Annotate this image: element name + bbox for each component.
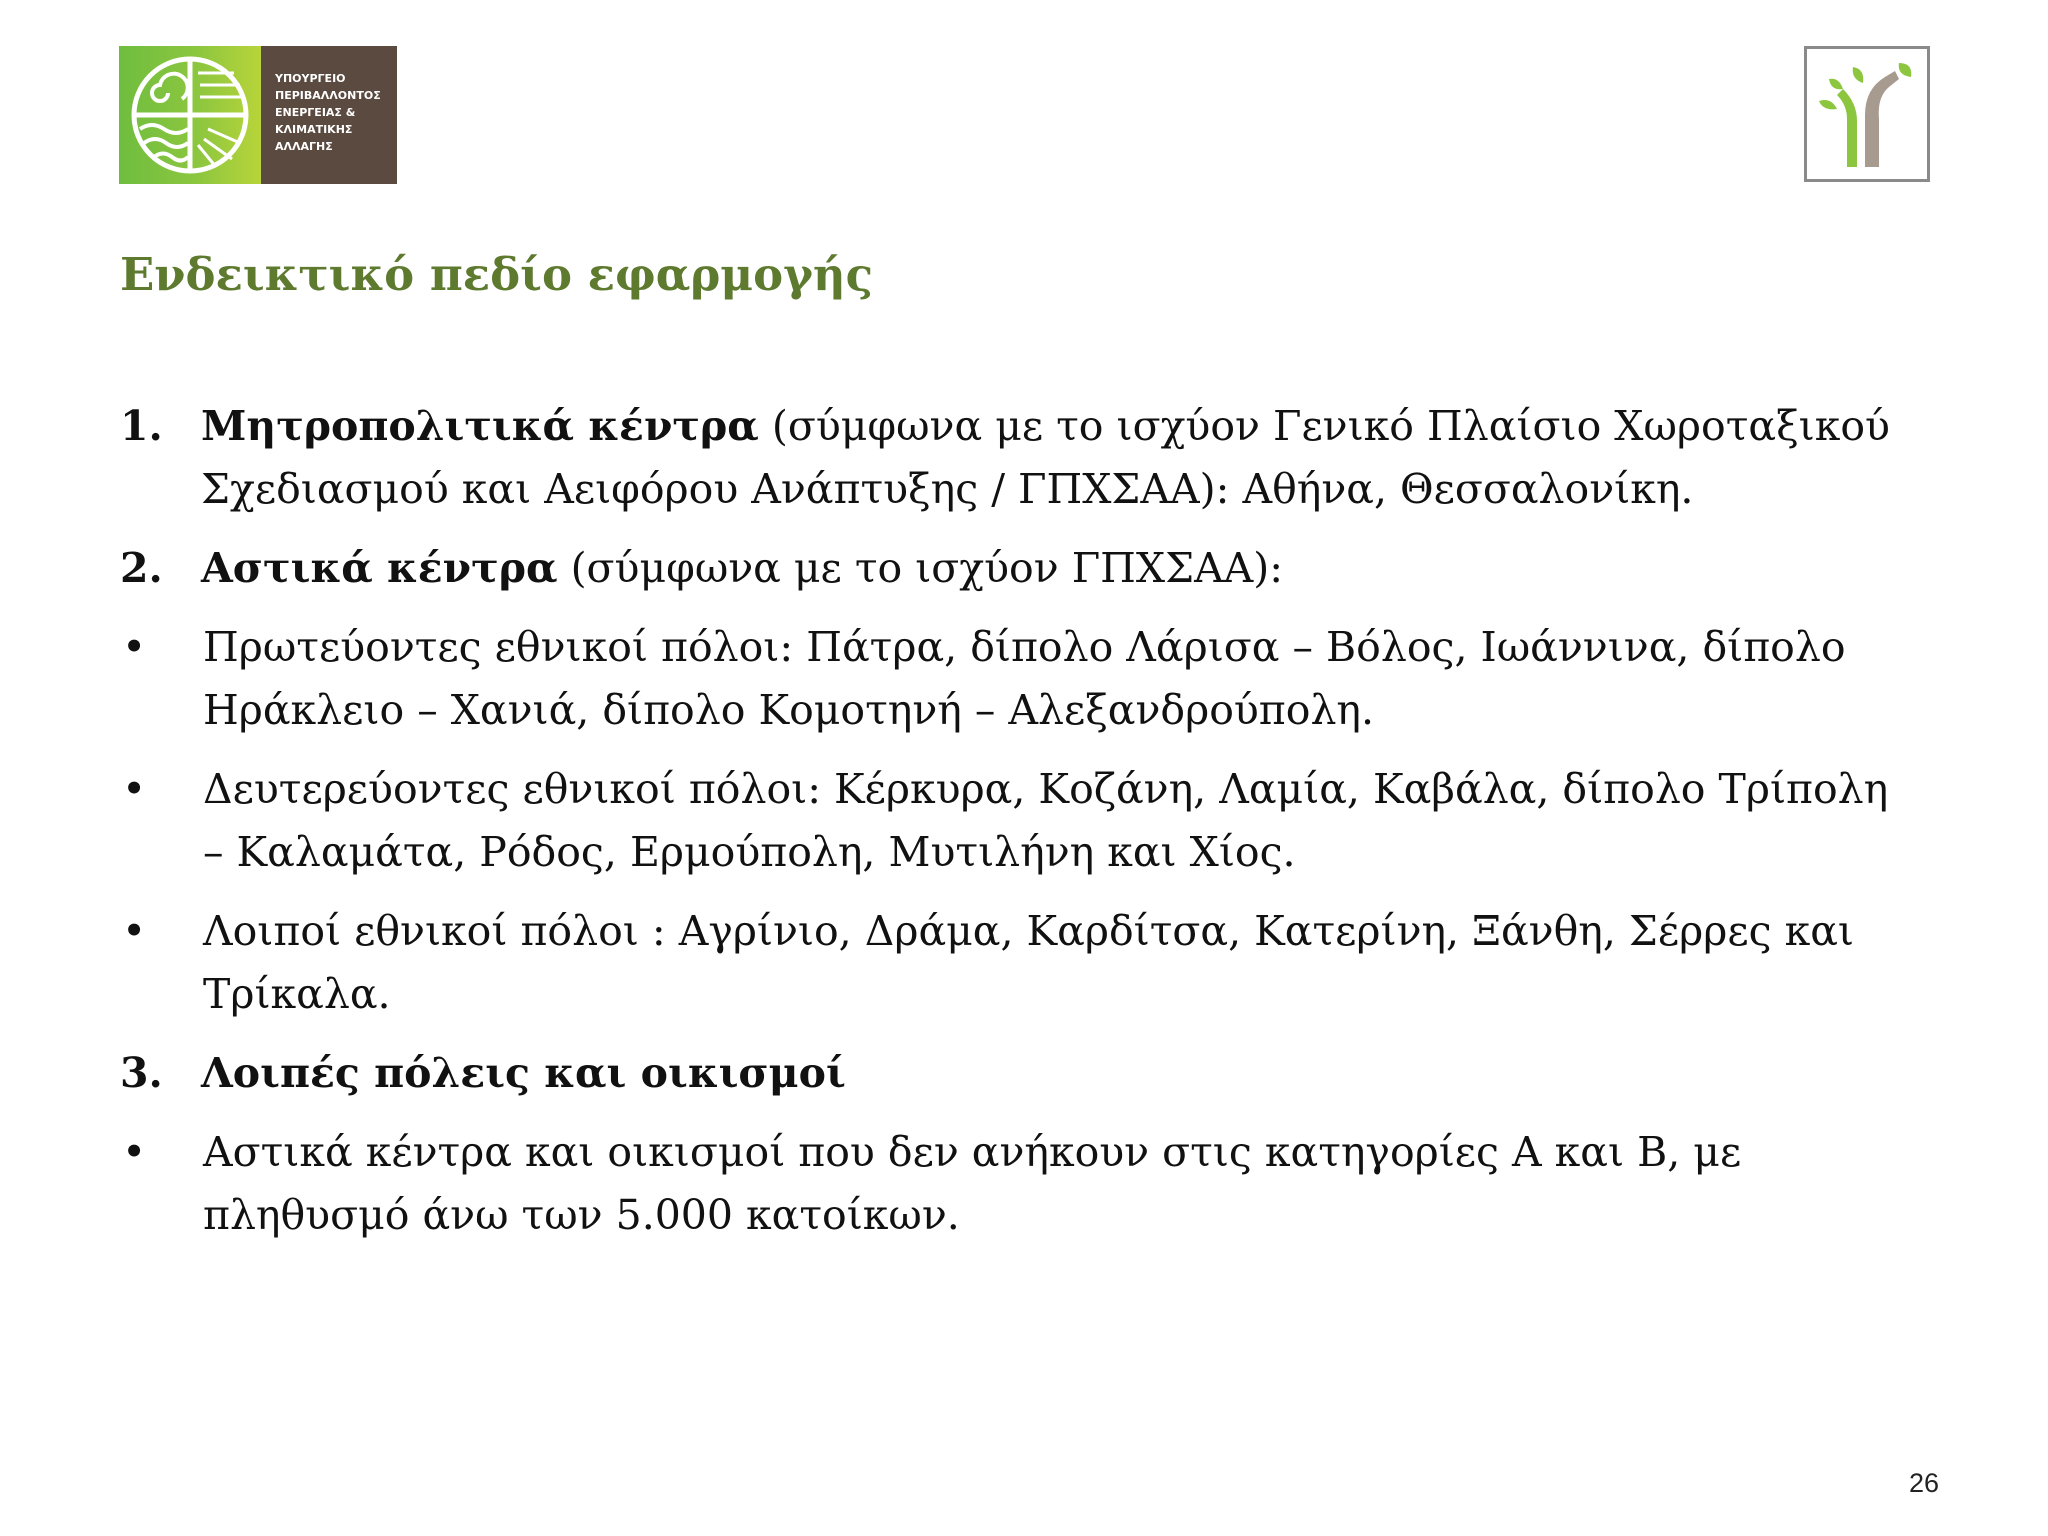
bullet-icon: •	[122, 765, 147, 813]
item-heading: Αστικά κέντρα	[201, 544, 558, 592]
item-body: Λοιποί εθνικοί πόλοι : Αγρίνιο, Δράμα, Καρδίτσα, Κατερίνη, Ξάνθη, Σέρρες και Τρίκαλα.	[203, 907, 1854, 1018]
item-body: Πρωτεύοντες εθνικοί πόλοι: Πάτρα, δίπολο Λάρισα – Βόλος, Ιωάννινα, δίπολο Ηράκλειο – Χανιά, δίπολο Κομοτηνή – Αλεξανδρούπολη.	[203, 623, 1846, 734]
item-text	[201, 395, 1900, 521]
list-number: 3.	[120, 1049, 163, 1097]
ministry-logo-line: ΚΛΙΜΑΤΙΚΗΣ	[275, 123, 353, 136]
tree-icon	[1807, 49, 1927, 179]
ministry-logo-line: ΠΕΡΙΒΑΛΛΟΝΤΟΣ	[275, 89, 381, 102]
list-item	[120, 900, 1900, 1026]
ministry-logo-line: ΕΝΕΡΓΕΙΑΣ &	[275, 106, 356, 119]
page-number: 26	[1908, 1468, 1939, 1498]
item-text	[201, 537, 1900, 600]
item-heading: Λοιπές πόλεις και οικισμοί	[201, 1049, 846, 1097]
item-body: (σύμφωνα με το ισχύον Γενικό Πλαίσιο Χωροταξικού Σχεδιασμού και Αειφόρου Ανάπτυξης / ΓΠΧΣΑΑ): Αθήνα, Θεσσαλονίκη.	[201, 402, 1890, 513]
item-body: (σύμφωνα με το ισχύον ΓΠΧΣΑΑ):	[557, 544, 1284, 592]
content-list	[120, 395, 1900, 1263]
bullet-icon: •	[122, 1128, 147, 1176]
bullet-icon: •	[122, 907, 147, 955]
item-body: Δευτερεύοντες εθνικοί πόλοι: Κέρκυρα, Κοζάνη, Λαμία, Καβάλα, δίπολο Τρίπολη – Καλαμάτα, Ρόδος, Ερμούπολη, Μυτιλήνη και Χίος.	[203, 765, 1889, 876]
list-item	[120, 616, 1900, 742]
slide-title: Ενδεικτικό πεδίο εφαρμογής	[120, 248, 874, 301]
list-number: 2.	[120, 544, 163, 592]
item-body: Αστικά κέντρα και οικισμοί που δεν ανήκουν στις κατηγορίες Α και Β, με πληθυσμό άνω των 5.000 κατοίκων.	[203, 1128, 1742, 1239]
list-item	[120, 1042, 1900, 1105]
list-item	[120, 537, 1900, 600]
item-heading: Μητροπολιτικά κέντρα	[201, 402, 759, 450]
list-item	[120, 395, 1900, 521]
list-item	[120, 758, 1900, 884]
list-item	[120, 1121, 1900, 1247]
ministry-emblem-icon	[119, 46, 261, 184]
ministry-logo-line: ΑΛΛΑΓΗΣ	[275, 140, 333, 153]
list-number: 1.	[120, 402, 163, 450]
bullet-icon: •	[122, 623, 147, 671]
ministry-logo-text	[261, 46, 397, 184]
ministry-logo-line: ΥΠΟΥΡΓΕΙΟ	[275, 72, 346, 85]
tree-logo	[1804, 46, 1930, 182]
ministry-logo	[119, 46, 397, 184]
